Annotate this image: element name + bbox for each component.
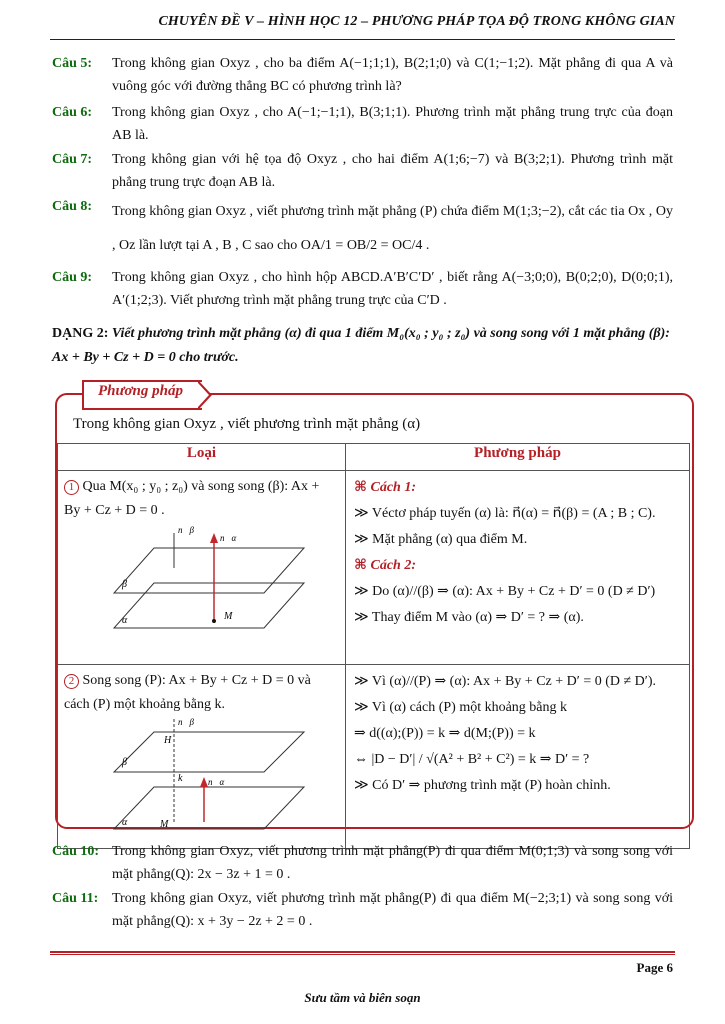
- header-title: CHUYÊN ĐỀ V – HÌNH HỌC 12 – PHƯƠNG PHÁP TỌA ĐỘ TRONG KHÔNG GIAN: [158, 14, 675, 29]
- case2-line: ≫ Có D′ ⇒ phương trình mặt (P) hoàn chỉnh.: [354, 778, 611, 793]
- label-alpha: α: [122, 817, 128, 828]
- plane-beta: [114, 548, 304, 593]
- case2-line: ≫ Vì (α) cách (P) một khoảng bằng k: [354, 700, 568, 715]
- case1-figure: [64, 523, 314, 638]
- case2-type: [58, 665, 346, 849]
- question-10: [52, 840, 673, 886]
- case2-method: [346, 665, 690, 849]
- question-number: Câu 7:: [52, 152, 93, 167]
- case2-line: ≫ Vì (α)//(P) ⇒ (α): Ax + By + Cz + D′ = 0 (D ≠ D′).: [354, 674, 657, 689]
- case1-method: [346, 471, 690, 665]
- case-number-badge: 1: [64, 480, 79, 495]
- label-beta: β: [122, 579, 127, 590]
- col-header-type: Loại: [58, 444, 346, 471]
- case2-figure: [64, 717, 314, 835]
- page-header: [50, 10, 675, 40]
- plane-alpha: [114, 787, 304, 829]
- label-n-alpha: n⃗α: [220, 533, 237, 543]
- label-n-beta: n⃗β: [178, 525, 194, 535]
- plane-beta: [114, 732, 304, 772]
- question-11: [52, 887, 673, 933]
- case2-title: Song song (P): Ax + By + Cz + D = 0 và cách (P) một khoảng bằng k.: [64, 673, 311, 712]
- section-label: DẠNG 2:: [52, 326, 109, 341]
- arrow-head-icon: [210, 533, 218, 543]
- method-tag-label: Phương pháp: [98, 383, 183, 399]
- case2-line: ⇔ |D − D′| / √(A² + B² + C²) = k ⇒ D′ = ?: [354, 752, 590, 767]
- footer-credit: Sưu tầm và biên soạn: [304, 990, 421, 1005]
- method-table: [57, 443, 690, 849]
- question-text: Trong không gian Oxyz , cho hình hộp ABCD.A′B′C′D′ , biết rằng A(−3;0;0), B(0;2;0), D(0;0;1), A′(1;2;3). Viết phương trình mặt phẳng trung trực của C′D .: [112, 270, 673, 308]
- point-m-icon: [212, 619, 216, 623]
- footer-divider-thin: [50, 954, 675, 955]
- method-tag-arrow-inner: [198, 383, 209, 407]
- question-text: Trong không gian với hệ tọa độ Oxyz , cho hai điểm A(1;6;−7) và B(3;2;1). Phương trình mặt phẳng trung trực đoạn AB là.: [112, 152, 673, 190]
- table-row: [58, 665, 690, 849]
- cach2-heading: ⌘ Cách 2:: [354, 558, 416, 573]
- label-n-alpha: n⃗α: [208, 777, 225, 787]
- case1-line: ≫ Véctơ pháp tuyến (α) là: n⃗(α) = n⃗(β) = (A ; B ; C).: [354, 506, 656, 521]
- header-divider: [50, 39, 675, 40]
- question-number: Câu 6:: [52, 105, 93, 120]
- label-m: M: [224, 611, 233, 622]
- question-text: Trong không gian Oxyz, viết phương trình mặt phẳng(P) đi qua điểm M(−2;3;1) và song song với mặt phẳng(Q): x + 3y − 2z + 2 = 0 .: [112, 891, 673, 929]
- table-row: [58, 471, 690, 665]
- case2-line: ⇒ d((α);(P)) = k ⇒ d(M;(P)) = k: [354, 726, 536, 741]
- question-9: [52, 266, 673, 312]
- method-intro: Trong không gian Oxyz , viết phương trình mặt phẳng (α): [73, 416, 421, 432]
- question-8: [52, 195, 673, 263]
- footer-divider: [50, 951, 675, 953]
- question-7: [52, 148, 673, 194]
- case1-line: ≫ Do (α)//(β) ⇒ (α): Ax + By + Cz + D′ = 0 (D ≠ D′): [354, 584, 656, 599]
- question-number: Câu 11:: [52, 891, 99, 906]
- cach1-heading: ⌘ Cách 1:: [354, 480, 416, 495]
- col-header-method: Phương pháp: [346, 444, 690, 471]
- label-alpha: α: [122, 615, 128, 626]
- question-text: Trong không gian Oxyz , viết phương trình mặt phẳng (P) chứa điểm M(1;3;−2), cắt các tia Ox , Oy , Oz lần lượt tại A , B , C sao cho OA/1 = OB/2 = OC/4 .: [112, 204, 673, 253]
- question-number: Câu 5:: [52, 56, 93, 71]
- case1-line: ≫ Mặt phẳng (α) qua điểm M.: [354, 532, 528, 547]
- question-6: [52, 101, 673, 147]
- question-number: Câu 9:: [52, 270, 93, 285]
- question-text: Trong không gian Oxyz , cho ba điểm A(−1;1;1), B(2;1;0) và C(1;−1;2). Mặt phẳng đi qua A và vuông góc với đường thẳng BC có phương trình là?: [112, 56, 673, 94]
- page-number: Page 6: [636, 960, 673, 975]
- question-5: [52, 52, 673, 98]
- case1-type: [58, 471, 346, 665]
- plane-alpha: [114, 583, 304, 628]
- label-n-beta: n⃗β: [178, 717, 194, 727]
- section-text: Viết phương trình mặt phẳng (α) đi qua 1 điểm M₀(x₀ ; y₀ ; z₀) và song song với 1 mặt phẳng (β): Ax + By + Cz + D = 0 cho trước.: [52, 326, 670, 365]
- label-h: H: [164, 735, 172, 746]
- arrow-head-icon: [200, 777, 208, 787]
- case-number-badge: 2: [64, 674, 79, 689]
- question-text: Trong không gian Oxyz, viết phương trình mặt phẳng(P) đi qua điểm M(0;1;3) và song song với mặt phẳng(Q): 2x − 3z + 1 = 0 .: [112, 844, 673, 882]
- question-text: Trong không gian Oxyz , cho A(−1;−1;1), B(3;1;1). Phương trình mặt phẳng trung trực của đoạn AB là.: [112, 105, 673, 143]
- label-k: k: [178, 773, 183, 784]
- question-number: Câu 8:: [52, 199, 93, 214]
- label-m: M: [160, 819, 169, 830]
- case1-title: Qua M(x₀ ; y₀ ; z₀) và song song (β): Ax + By + Cz + D = 0 .: [64, 479, 320, 518]
- question-number: Câu 10:: [52, 844, 100, 859]
- section-heading-dang2: [52, 322, 673, 370]
- case1-line: ≫ Thay điểm M vào (α) ⇒ D′ = ? ⇒ (α).: [354, 610, 584, 625]
- label-beta: β: [122, 757, 127, 768]
